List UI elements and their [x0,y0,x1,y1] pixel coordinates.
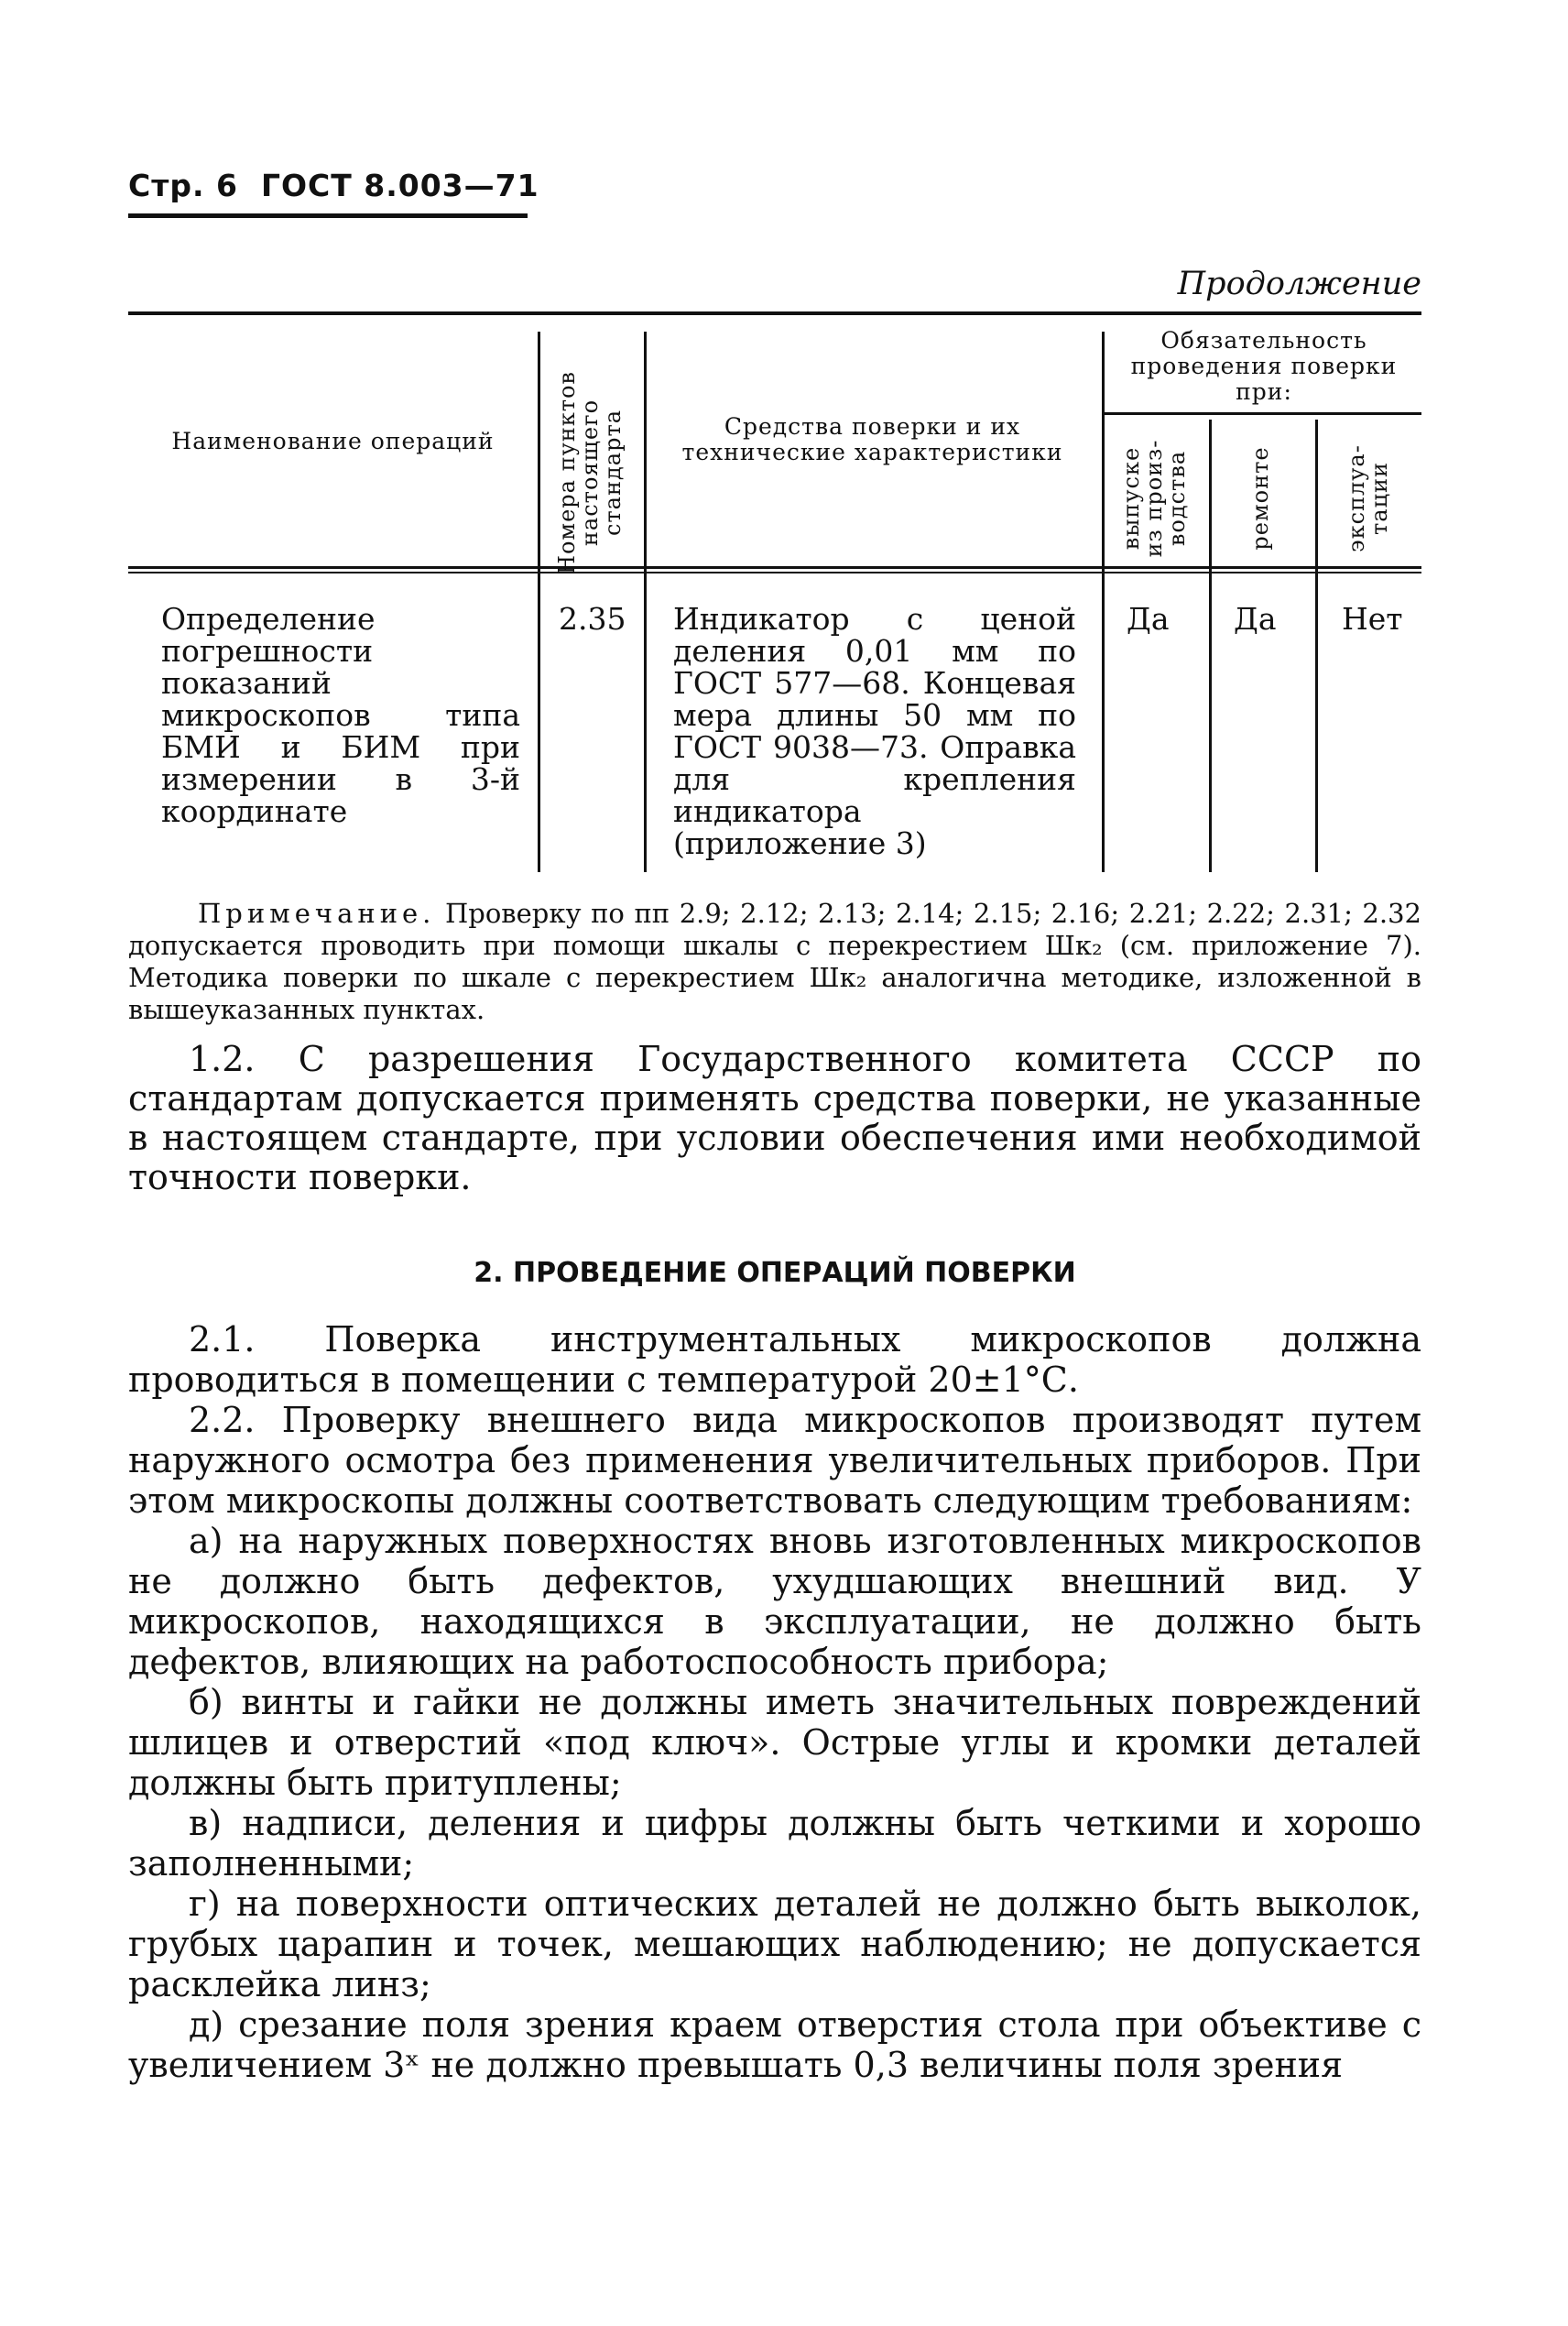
col-divider-4 [1209,420,1212,872]
col-divider-3 [1102,332,1105,872]
header-repair: ремонте [1247,446,1273,551]
header-release: выпуске из произ- водства [1118,439,1190,558]
paragraph-2-1: 2.1. Поверка инструментальных микроскопов должна проводиться в помещении с температурой 20±1°С. [128,1319,1421,1400]
cell-release: Да [1127,601,1170,637]
header-bottom-rule-2 [128,572,1421,573]
paragraph-2-2: 2.2. Проверку внешнего вида микроскопов производят путем наружного осмотра без применения увеличительных приборов. При этом микроскопы должны соответствовать следующим требованиям: [128,1400,1421,1521]
item-d: д) срезание поля зрения краем отверстия стола при объективе с увеличением 3ˣ не должно превышать 0,3 величины поля зрения [128,2004,1421,2085]
item-b: б) винты и гайки не должны иметь значительных повреждений шлицев и отверстий «под ключ». Острые углы и кромки деталей должны быть притуплены; [128,1682,1421,1803]
mandatory-subheader-rule [1102,412,1421,415]
note-label: Примечание. [198,898,436,929]
standard-number: ГОСТ 8.003—71 [260,168,539,203]
header-bottom-rule [128,566,1421,569]
header-clause: Номера пунктов настоящего стандарта [554,371,626,574]
table-note [128,898,1421,1026]
item-a: а) на наружных поверхностях вновь изготовленных микроскопов не должно быть дефектов, ухудшающих внешний вид. У микроскопов, находящихся в эксплуатации, не должно быть дефектов, влияющих на работоспособность прибора; [128,1521,1421,1682]
section-2-body [128,1319,1421,2085]
paragraph-1-2: 1.2. С разрешения Государственного комитета СССР по стандартам допускается применять средства поверки, не указанные в настоящем стандарте, при условии обеспечения ими необходимой точности поверки. [128,1039,1421,1197]
col-divider-2 [644,332,647,872]
cell-means: Индикатор с ценой деления 0,01 мм по ГОСТ 577—68. Концевая мера длины 50 мм по ГОСТ 9038—73. Оправка для крепления индикатора (приложение 3) [673,601,1076,861]
cell-operation: Определение погрешности показаний микроскопов типа БМИ и БИМ при измерении в 3-й координате [161,601,520,829]
cell-operation-use: Нет [1342,601,1403,637]
header-rule [128,213,528,218]
note-text: Проверку по пп 2.9; 2.12; 2.13; 2.14; 2.15; 2.16; 2.21; 2.22; 2.31; 2.32 допускается проводить при помощи шкалы с перекрестием Шк₂ (см. приложение 7). Методика поверки по шкале с перекрестием Шк₂ аналогична методике, изложенной в вышеуказанных пунктах. [128,898,1422,1025]
cell-repair: Да [1234,601,1277,637]
table-top-rule [128,311,1421,315]
col-divider-5 [1315,420,1318,872]
cell-clause: 2.35 [559,601,626,637]
header-operation-use: эксплуа- тации [1344,444,1392,552]
operations-table [128,311,1421,870]
item-v: в) надписи, деления и цифры должны быть четкими и хорошо заполненными; [128,1803,1421,1884]
continued-label: Продолжение [1177,266,1421,302]
header-operation: Наименование операций [171,428,495,454]
header-means: Средства поверки и их технические характеристики [681,413,1063,465]
section-2-title: 2. ПРОВЕДЕНИЕ ОПЕРАЦИЙ ПОВЕРКИ [474,1257,1076,1289]
col-divider-1 [538,332,540,872]
page-header [128,168,539,203]
item-g: г) на поверхности оптических деталей не должно быть выколок, грубых царапин и точек, мешающих наблюдению; не допускается расклейка линз; [128,1884,1421,2004]
page-label: Стр. 6 [128,168,238,203]
header-mandatory: Обязательность проведения поверки при: [1130,327,1398,405]
